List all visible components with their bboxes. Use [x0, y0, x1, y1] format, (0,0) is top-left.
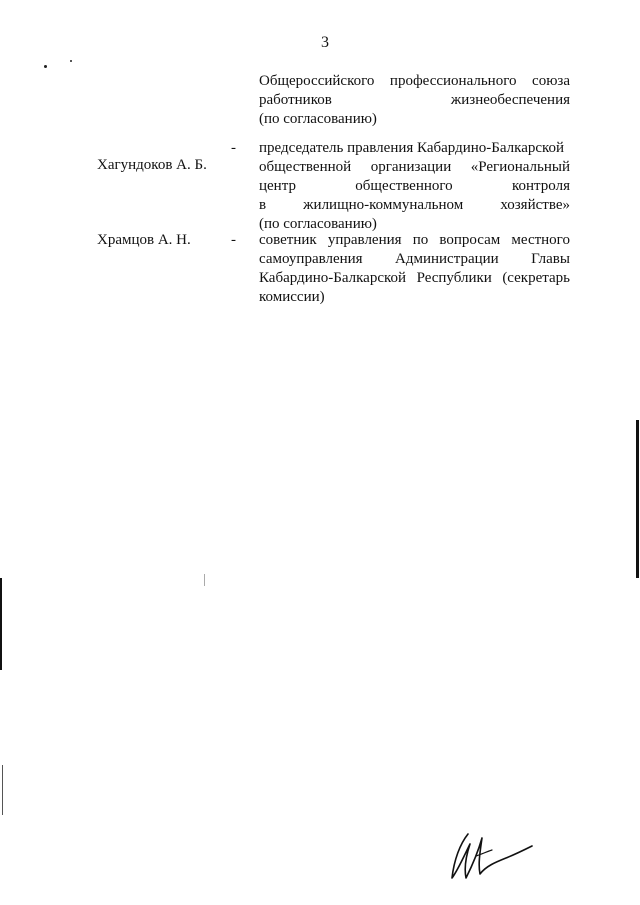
scan-edge-mark-left: [0, 578, 2, 670]
member-description-continuation: [259, 72, 570, 129]
description-line: общественной организации «Региональный: [259, 159, 570, 175]
description-line: председатель правления Кабардино-Балкарской: [259, 140, 565, 156]
separator-dash: -: [231, 140, 236, 156]
member-description: [259, 139, 570, 234]
description-line: Кабардино-Балкарской Республики (секретарь: [259, 270, 570, 286]
separator-dash: -: [231, 232, 236, 248]
member-name: Храмцов А. Н.: [97, 232, 191, 248]
member-description: [259, 231, 570, 307]
member-name: Хагундоков А. Б.: [97, 157, 207, 173]
description-line: (по согласованию): [259, 216, 377, 232]
page-number: 3: [321, 34, 329, 51]
description-line: (по согласованию): [259, 111, 377, 127]
scan-edge-mark-right: [636, 420, 639, 578]
scan-edge-mark-left-lower: [2, 765, 3, 815]
scan-specks: [44, 58, 84, 72]
description-line: советник управления по вопросам местного: [259, 232, 570, 248]
description-line: в жилищно-коммунальном хозяйстве»: [259, 197, 570, 213]
description-line: работников жизнеобеспечения: [259, 92, 570, 108]
signature-icon: [446, 826, 536, 886]
description-line: центр общественного контроля: [259, 178, 570, 194]
description-line: комиссии): [259, 289, 325, 305]
description-line: Общероссийского профессионального союза: [259, 73, 570, 89]
scan-speck-mid: [204, 574, 205, 586]
description-line: самоуправления Администрации Главы: [259, 251, 570, 267]
